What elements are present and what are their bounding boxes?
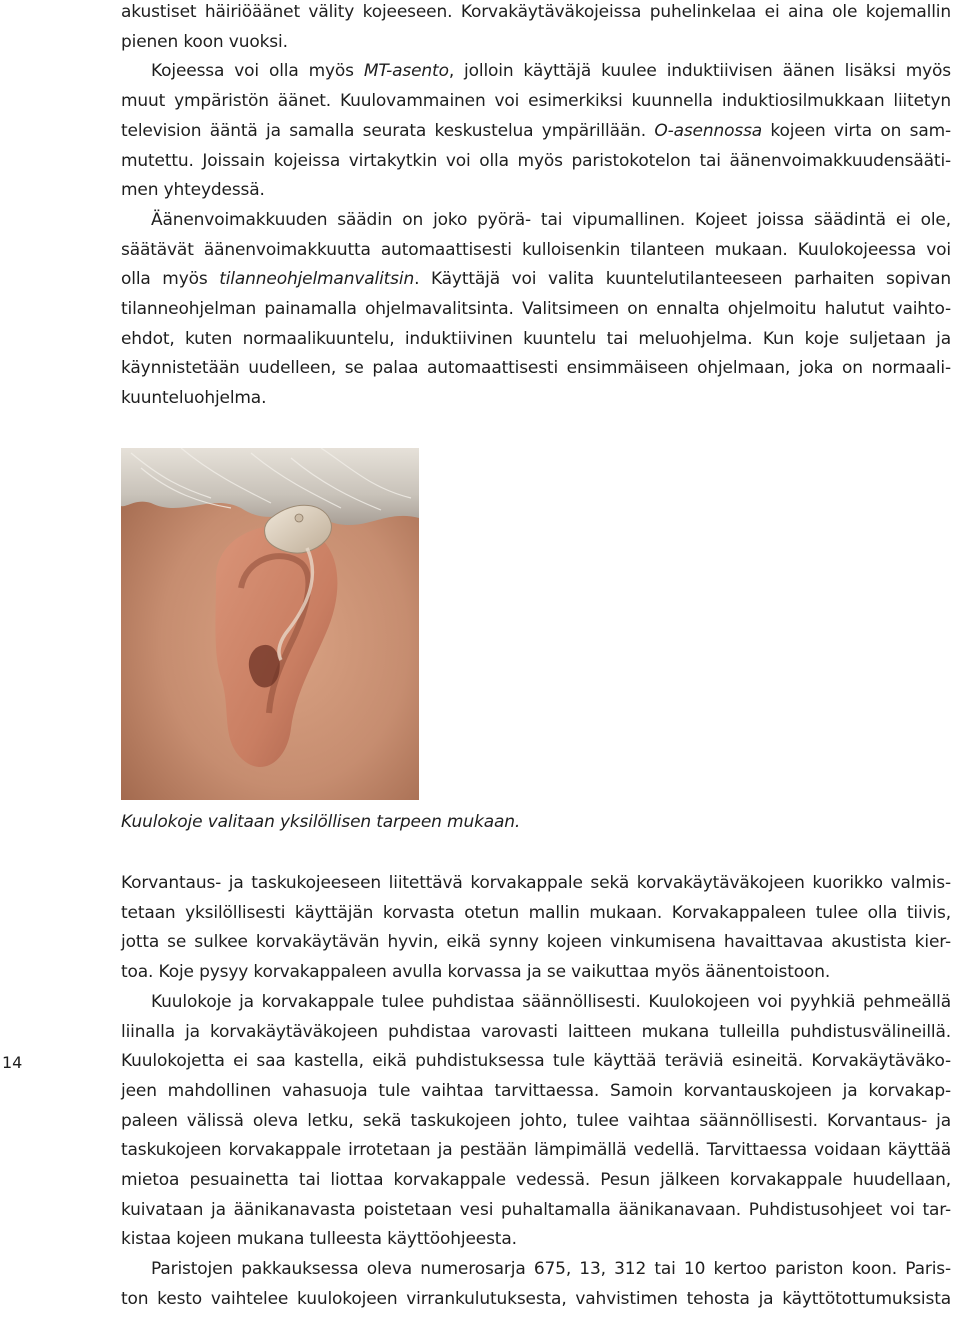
lower-text-block	[121, 869, 951, 1315]
text-line: Kuulokojetta ei saa kastella, eikä puhdistuksessa tule käyttää teräviä esineitä. Korvakäytäväko-	[121, 1051, 951, 1072]
text-line: kuivataan ja äänikanavasta poistetaan vesi puhaltamalla äänikanavaan. Puhdistusohjeet voi tar-	[121, 1199, 951, 1220]
upper-text-block	[121, 0, 951, 414]
page-number: 14	[2, 1053, 23, 1072]
text-line: mutettu. Joissain kojeissa virtakytkin voi olla myös paristokotelon tai äänenvoimakkuudensääti-	[121, 150, 951, 171]
text-line: ton kesto vaihtelee kuulokojeen virrankulutuksesta, vahvistimen tehosta ja käyttötottumuksista	[121, 1288, 951, 1309]
emphasis-mt-asento: MT-asento	[363, 61, 449, 82]
text-line: pienen koon vuoksi.	[121, 31, 288, 52]
text-line: tetaan yksilöllisesti käyttäjän korvasta otetun mallin mukaan. Korvakappaleen tulee olla tiivis,	[121, 902, 951, 923]
text-line	[121, 117, 951, 147]
hearing-aid-button	[295, 514, 303, 522]
text-line: tilanneohjelman painamalla ohjelmavalitsinta. Valitsimeen on ennalta ohjelmoitu halutut vaihto-	[121, 299, 951, 320]
text-line: toa. Koje pysyy korvakappaleen avulla korvassa ja se vaikuttaa myös äänentoistoon.	[121, 962, 831, 983]
text-line: mietoa pesuainetta tai liottaa korvakappale vedessä. Pesun jälkeen korvakappale huudellaan,	[121, 1170, 951, 1191]
text-run: , jolloin käyttäjä kuulee induktiivisen äänen lisäksi myös	[448, 61, 952, 82]
text-line: muut ympäristön äänet. Kuulovammainen voi esimerkiksi kuunnella induktiosilmukkaan liitetyn	[121, 91, 951, 112]
paragraph-cleaning	[121, 988, 951, 1255]
text-run: Kojeessa voi olla myös	[151, 61, 364, 82]
text-line: Äänenvoimakkuuden säädin on joko pyörä- tai vipumallinen. Kojeet joissa säädintä ei ole,	[151, 209, 951, 230]
emphasis-o-asennossa: O-asennossa	[654, 120, 763, 141]
text-line: Kuulokoje ja korvakappale tulee puhdistaa säännöllisesti. Kuulokojeen voi pyyhkiä pehmeällä	[151, 991, 951, 1012]
text-line: men yhteydessä.	[121, 180, 265, 201]
text-line: Paristojen pakkauksessa oleva numerosarja 675, 13, 312 tai 10 kertoo pariston koon. Paris-	[151, 1259, 951, 1280]
text-line: taskukojeen korvakappale irrotetaan ja pestään lämpimällä vedellä. Tarvittaessa voidaan käyttää	[121, 1140, 951, 1161]
paragraph-mt-position	[121, 57, 951, 206]
text-line: käynnistetään uudelleen, se palaa automaattisesti ensimmäiseen ohjelmaan, joka on normaali-	[121, 358, 951, 379]
paragraph-telecoil	[121, 0, 951, 57]
paragraph-volume-control	[121, 206, 951, 414]
text-line: paleen välissä oleva letku, sekä taskukojeen johto, tulee vaihtaa säännöllisesti. Korvantaus- ja	[121, 1110, 951, 1131]
text-run: . Käyttäjä voi valita kuuntelutilanteeseen parhaiten sopivan	[414, 269, 951, 290]
text-line: jeen mahdollinen vahasuoja tule vaihtaa tarvittaessa. Samoin korvantauskojeen ja korvakap-	[121, 1080, 951, 1101]
text-line: liinalla ja korvakäytäväkojeen puhdistaa varovasti laitteen mukana tulleilla puhdistusvälineillä.	[121, 1021, 951, 1042]
text-line: kistaa kojeen mukana tulleesta käyttöohjeesta.	[121, 1229, 517, 1250]
text-line: ehdot, kuten normaalikuuntelu, induktiivinen kuuntelu tai meluohjelma. Kun koje suljetaan ja	[121, 328, 951, 349]
text-line	[121, 57, 951, 87]
paragraph-batteries	[121, 1255, 951, 1314]
text-line: jotta se sulkee korvakäytävän hyvin, eikä synny kojeen vinkumisena havaittavaa akustista kier-	[121, 932, 951, 953]
text-line	[121, 265, 951, 295]
paragraph-earmould	[121, 869, 951, 988]
text-line: säätävät äänenvoimakkuutta automaattisesti kulloisenkin tilanteen mukaan. Kuulokojeessa voi	[121, 239, 951, 260]
photo-illustration	[121, 448, 419, 800]
text-line: Korvantaus- ja taskukojeeseen liitettävä korvakappale sekä korvakäytäväkojeen kuorikko valmis-	[121, 873, 951, 893]
figure-caption: Kuulokoje valitaan yksilöllisen tarpeen mukaan.	[121, 812, 521, 832]
text-run: television ääntä ja samalla seurata keskustelua ympärillään.	[121, 120, 655, 141]
text-run: olla myös	[121, 269, 220, 290]
emphasis-tilanneohjelmanvalitsin: tilanneohjelmanvalitsin	[219, 269, 415, 290]
text-run: kojeen virta on sam-	[762, 120, 951, 141]
ear-hearing-aid-photo	[121, 448, 419, 800]
text-line: kuunteluohjelma.	[121, 388, 267, 409]
text-line: akustiset häiriöäänet välity kojeeseen. Korvakäytäväkojeissa puhelinkelaa ei aina ole kojemallin	[121, 2, 951, 22]
